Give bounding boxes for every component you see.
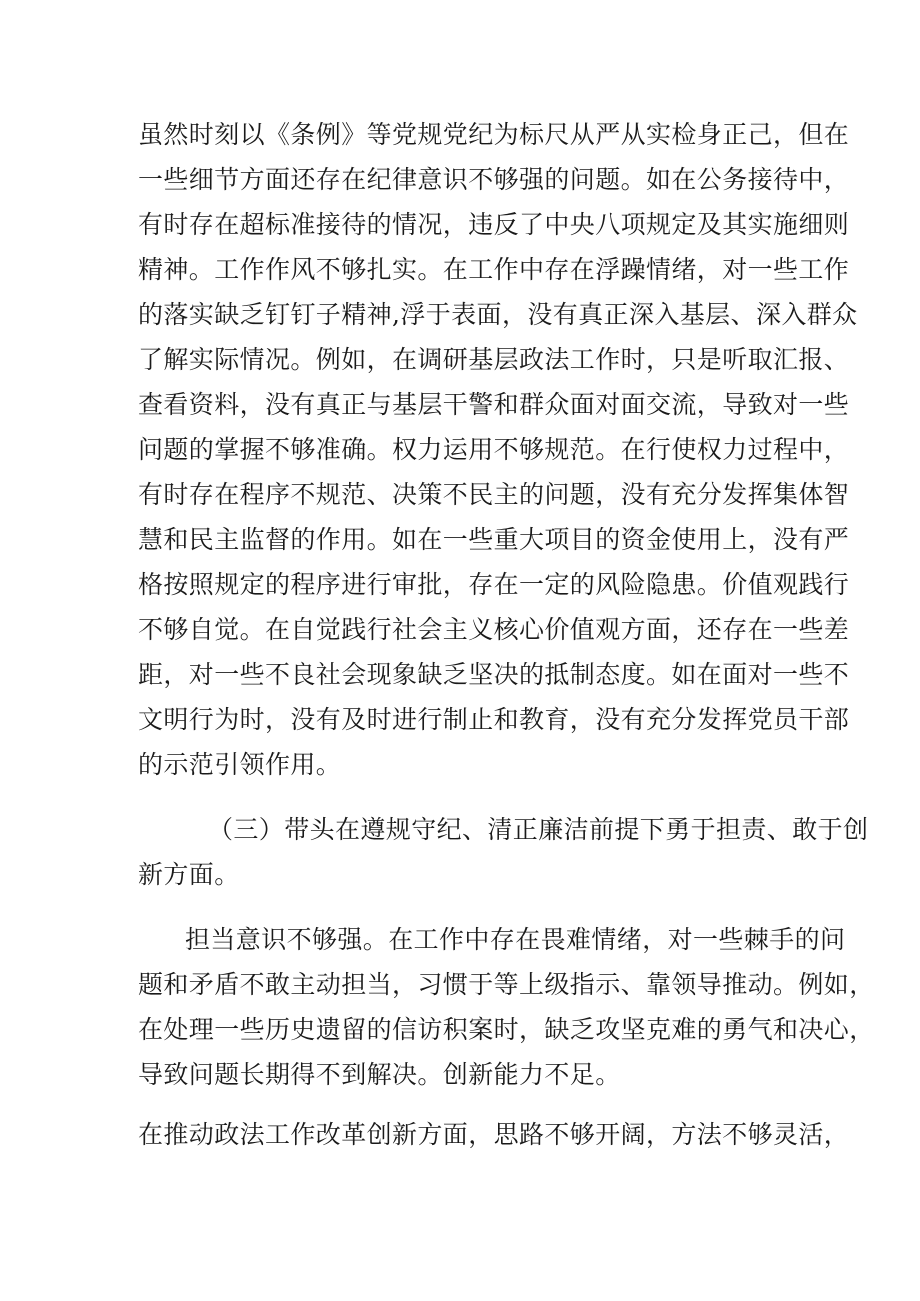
paragraph-line: 不够自觉。在自觉践行社会主义核心价值观方面，还存在一些差	[138, 615, 850, 644]
paragraph-line: 的示范引领作用。	[138, 750, 342, 779]
paragraph-line: 担当意识不够强。在工作中存在畏难情绪，对一些棘手的问	[185, 925, 846, 954]
section-heading-line: （三）带头在遵规守纪、清正廉洁前提下勇于担责、敢于创	[208, 815, 869, 844]
paragraph-line: 有时存在超标准接待的情况，违反了中央八项规定及其实施细则	[138, 210, 850, 239]
paragraph-line: 一些细节方面还存在纪律意识不够强的问题。如在公务接待中，	[138, 165, 850, 194]
paragraph-line: 在推动政法工作改革创新方面，思路不够开阔，方法不够灵活，	[138, 1120, 850, 1149]
paragraph-line: 慧和民主监督的作用。如在一些重大项目的资金使用上，没有严	[138, 525, 850, 554]
paragraph-line: 有时存在程序不规范、决策不民主的问题，没有充分发挥集体智	[138, 480, 850, 509]
paragraph-line: 导致问题长期得不到解决。创新能力不足。	[138, 1060, 621, 1089]
paragraph-line: 题和矛盾不敢主动担当，习惯于等上级指示、靠领导推动。例如，	[138, 970, 875, 999]
paragraph-line: 的落实缺乏钉钉子精神,浮于表面，没有真正深入基层、深入群众	[138, 300, 858, 329]
paragraph-line: 问题的掌握不够准确。权力运用不够规范。在行使权力过程中，	[138, 435, 850, 464]
paragraph-line: 精神。工作作风不够扎实。在工作中存在浮躁情绪，对一些工作	[138, 255, 850, 284]
paragraph-line: 虽然时刻以《条例》等党规党纪为标尺从严从实检身正己，但在	[138, 120, 850, 149]
paragraph-line: 格按照规定的程序进行审批，存在一定的风险隐患。价值观践行	[138, 570, 850, 599]
paragraph-line: 了解实际情况。例如，在调研基层政法工作时，只是听取汇报、	[138, 345, 850, 374]
paragraph-line: 查看资料，没有真正与基层干警和群众面对面交流，导致对一些	[138, 390, 850, 419]
paragraph-line: 文明行为时，没有及时进行制止和教育，没有充分发挥党员干部	[138, 705, 850, 734]
paragraph-line: 距，对一些不良社会现象缺乏坚决的抵制态度。如在面对一些不	[138, 660, 850, 689]
section-heading-line: 新方面。	[138, 860, 240, 889]
paragraph-line: 在处理一些历史遗留的信访积案时，缺乏攻坚克难的勇气和决心，	[138, 1015, 875, 1044]
